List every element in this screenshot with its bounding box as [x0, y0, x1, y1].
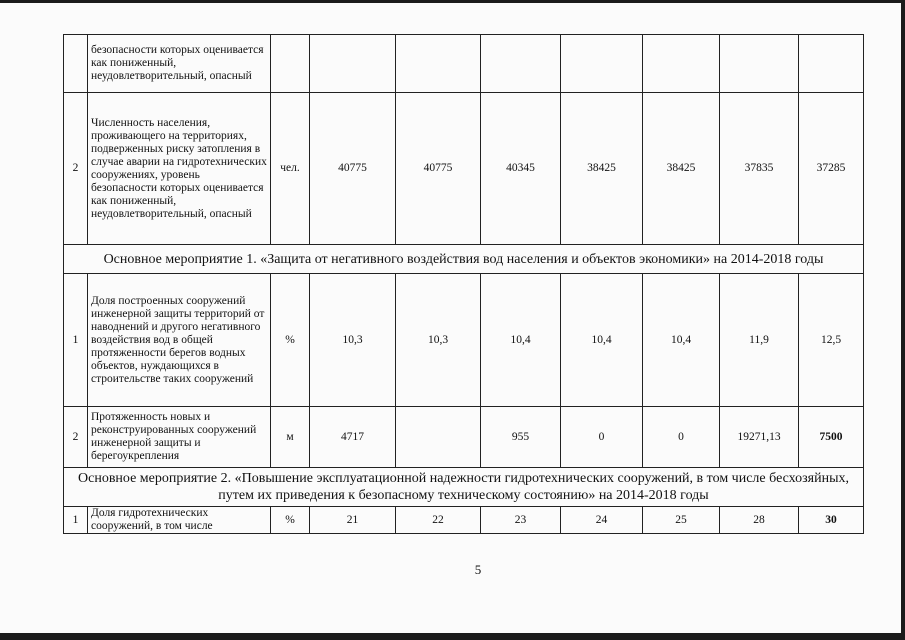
table-row: [64, 93, 864, 245]
scan-edge-top: [0, 0, 905, 3]
value-cell: 38425: [643, 93, 720, 245]
value-cell: 40345: [481, 93, 561, 245]
value-cell: [561, 35, 643, 93]
indicator-name: Численность населения, проживающего на территориях, подверженных риску затопления в случае аварии на гидротехнических сооружениях, уровень безопасности которых оценивается как пониженный, неудовлетворительный, опасный: [88, 93, 271, 245]
section-row: [64, 468, 864, 507]
value-cell: 40775: [396, 93, 481, 245]
value-cell: 37835: [720, 93, 799, 245]
value-cell: [310, 35, 396, 93]
value-cell: 10,4: [481, 274, 561, 407]
value-cell: [643, 35, 720, 93]
value-cell: [396, 35, 481, 93]
table-row: [64, 274, 864, 407]
value-cell: 4717: [310, 407, 396, 468]
scan-edge-bottom: [0, 633, 905, 640]
value-cell: 955: [481, 407, 561, 468]
value-cell: 25: [643, 507, 720, 534]
indicator-name: Доля построенных сооружений инженерной защиты территорий от наводнений и другого негативного воздействия вод в общей протяженности берегов водных объектов, нуждающихся в строительстве таких сооружений: [88, 274, 271, 407]
unit-cell: м: [271, 407, 310, 468]
row-number: 1: [64, 507, 88, 534]
value-cell: 10,3: [310, 274, 396, 407]
value-cell: 24: [561, 507, 643, 534]
table-row: [64, 407, 864, 468]
row-number: 2: [64, 407, 88, 468]
value-cell: [481, 35, 561, 93]
section-heading: Основное мероприятие 1. «Защита от негативного воздействия вод населения и объектов экономики» на 2014-2018 годы: [64, 245, 864, 274]
section-row: [64, 245, 864, 274]
value-cell: 37285: [799, 93, 864, 245]
value-cell: 12,5: [799, 274, 864, 407]
value-cell: [396, 407, 481, 468]
indicators-table: [63, 34, 864, 534]
unit-cell: %: [271, 274, 310, 407]
value-cell: [720, 35, 799, 93]
value-cell: 11,9: [720, 274, 799, 407]
value-cell: 40775: [310, 93, 396, 245]
table-row: [64, 507, 864, 534]
row-number: 2: [64, 93, 88, 245]
indicator-name: Доля гидротехнических сооружений, в том числе: [88, 507, 271, 534]
value-cell: 19271,13: [720, 407, 799, 468]
unit-cell: чел.: [271, 93, 310, 245]
value-cell: 10,4: [561, 274, 643, 407]
value-cell: 0: [643, 407, 720, 468]
value-cell: [799, 35, 864, 93]
value-cell: 22: [396, 507, 481, 534]
value-cell: 28: [720, 507, 799, 534]
table-row: [64, 35, 864, 93]
unit-cell: [271, 35, 310, 93]
scan-edge-right: [901, 0, 905, 640]
value-cell: 30: [799, 507, 864, 534]
row-number: [64, 35, 88, 93]
value-cell: 10,3: [396, 274, 481, 407]
section-heading: Основное мероприятие 2. «Повышение эксплуатационной надежности гидротехнических сооружений, в том числе бесхозяйных, путем их приведения к безопасному техническому состоянию» на 2014-2018 годы: [64, 468, 864, 507]
value-cell: 23: [481, 507, 561, 534]
page-number: 5: [474, 562, 482, 577]
unit-cell: %: [271, 507, 310, 534]
indicator-name: безопасности которых оценивается как пониженный, неудовлетворительный, опасный: [88, 35, 271, 93]
value-cell: 21: [310, 507, 396, 534]
value-cell: 38425: [561, 93, 643, 245]
row-number: 1: [64, 274, 88, 407]
value-cell: 0: [561, 407, 643, 468]
indicator-name: Протяженность новых и реконструированных сооружений инженерной защиты и берегоукрепления: [88, 407, 271, 468]
value-cell: 7500: [799, 407, 864, 468]
value-cell: 10,4: [643, 274, 720, 407]
